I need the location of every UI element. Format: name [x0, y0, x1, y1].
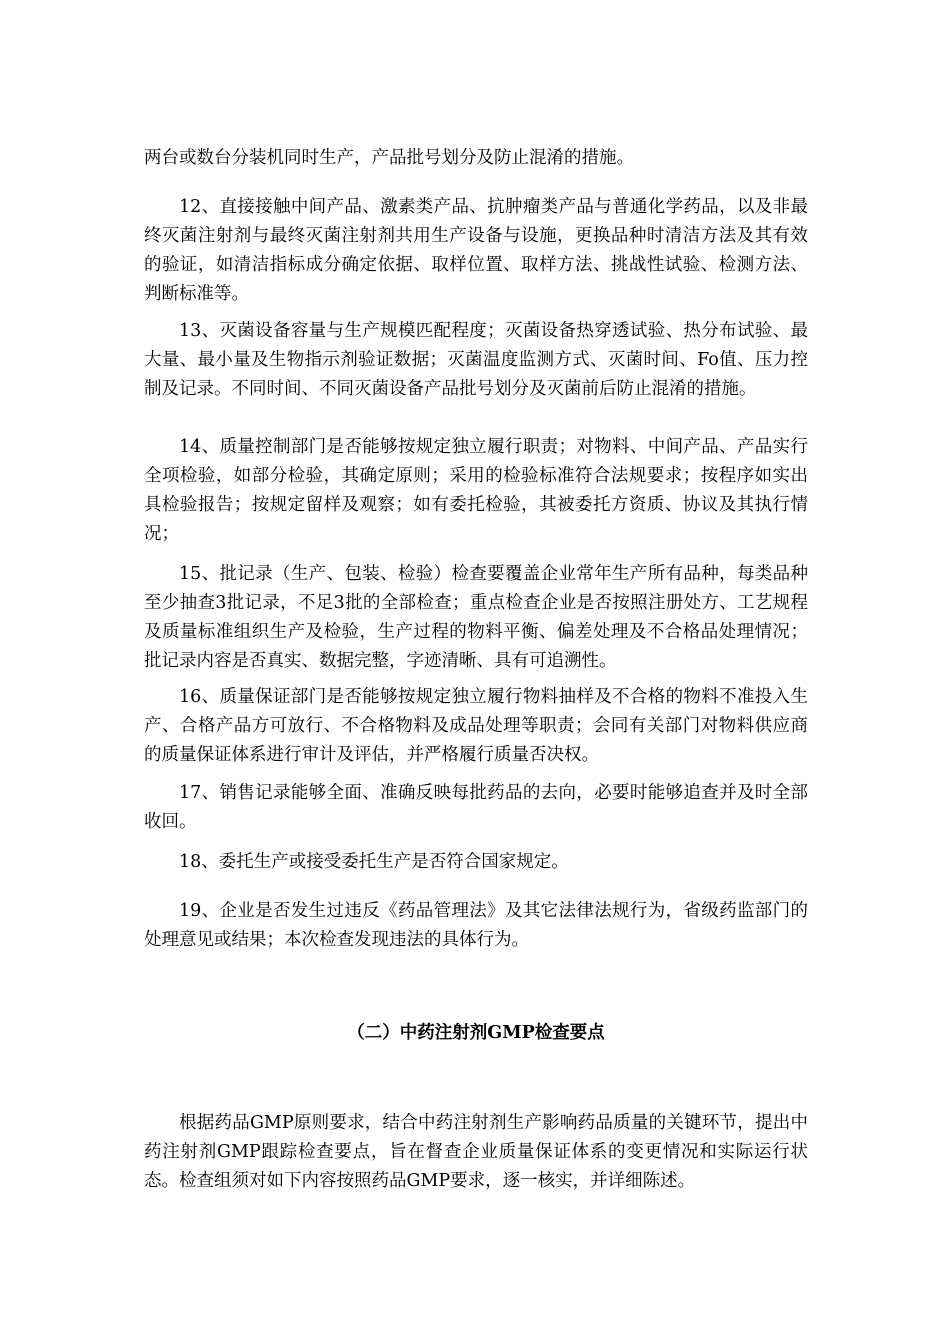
paragraph-item-19: 19、企业是否发生过违反《药品管理法》及其它法律法规行为，省级药监部门的处理意见或结果；本次检查发现违法的具体行为。: [144, 901, 808, 950]
paragraph-item-13: 13、灭菌设备容量与生产规模匹配程度；灭菌设备热穿透试验、热分布试验、最大量、最小量及生物指示剂验证数据；灭菌温度监测方式、灭菌时间、Fo值、压力控制及记录。不同时间、不同灭菌设备产品批号划分及灭菌前后防止混淆的措施。: [144, 321, 808, 399]
paragraph-item-17: 17、销售记录能够全面、准确反映每批药品的去向，必要时能够追查并及时全部收回。: [144, 783, 808, 832]
paragraph-item-12: 12、直接接触中间产品、激素类产品、抗肿瘤类产品与普通化学药品，以及非最终灭菌注射剂与最终灭菌注射剂共用生产设备与设施，更换品种时清洁方法及其有效的验证，如清洁指标成分确定依据、取样位置、取样方法、挑战性试验、检测方法、判断标准等。: [144, 197, 808, 304]
paragraph-item-15: 15、批记录（生产、包装、检验）检查要覆盖企业常年生产所有品种，每类品种至少抽查3批记录，不足3批的全部检查；重点检查企业是否按照注册处方、工艺规程及质量标准组织生产及检验，生产过程的物料平衡、偏差处理及不合格品处理情况；批记录内容是否真实、数据完整，字迹清晰、具有可追溯性。: [144, 564, 808, 671]
paragraph-item-16: 16、质量保证部门是否能够按规定独立履行物料抽样及不合格的物料不准投入生产、合格产品方可放行、不合格物料及成品处理等职责；会同有关部门对物料供应商的质量保证体系进行审计及评估，并严格履行质量否决权。: [144, 687, 808, 765]
paragraph-continuation: 两台或数台分装机同时生产，产品批号划分及防止混淆的措施。: [144, 148, 634, 168]
intro-paragraph: 根据药品GMP原则要求，结合中药注射剂生产影响药品质量的关键环节，提出中药注射剂GMP跟踪检查要点，旨在督查企业质量保证体系的变更情况和实际运行状态。检查组须对如下内容按照药品GMP要求，逐一核实，并详细陈述。: [144, 1113, 808, 1191]
paragraph-item-18: 18、委托生产或接受委托生产是否符合国家规定。: [179, 852, 569, 872]
section-title: （二）中药注射剂GMP检查要点: [347, 1023, 605, 1043]
paragraph-item-14: 14、质量控制部门是否能够按规定独立履行职责；对物料、中间产品、产品实行全项检验，如部分检验，其确定原则；采用的检验标准符合法规要求；按程序如实出具检验报告；按规定留样及观察；如有委托检验，其被委托方资质、协议及其执行情况；: [144, 437, 808, 544]
